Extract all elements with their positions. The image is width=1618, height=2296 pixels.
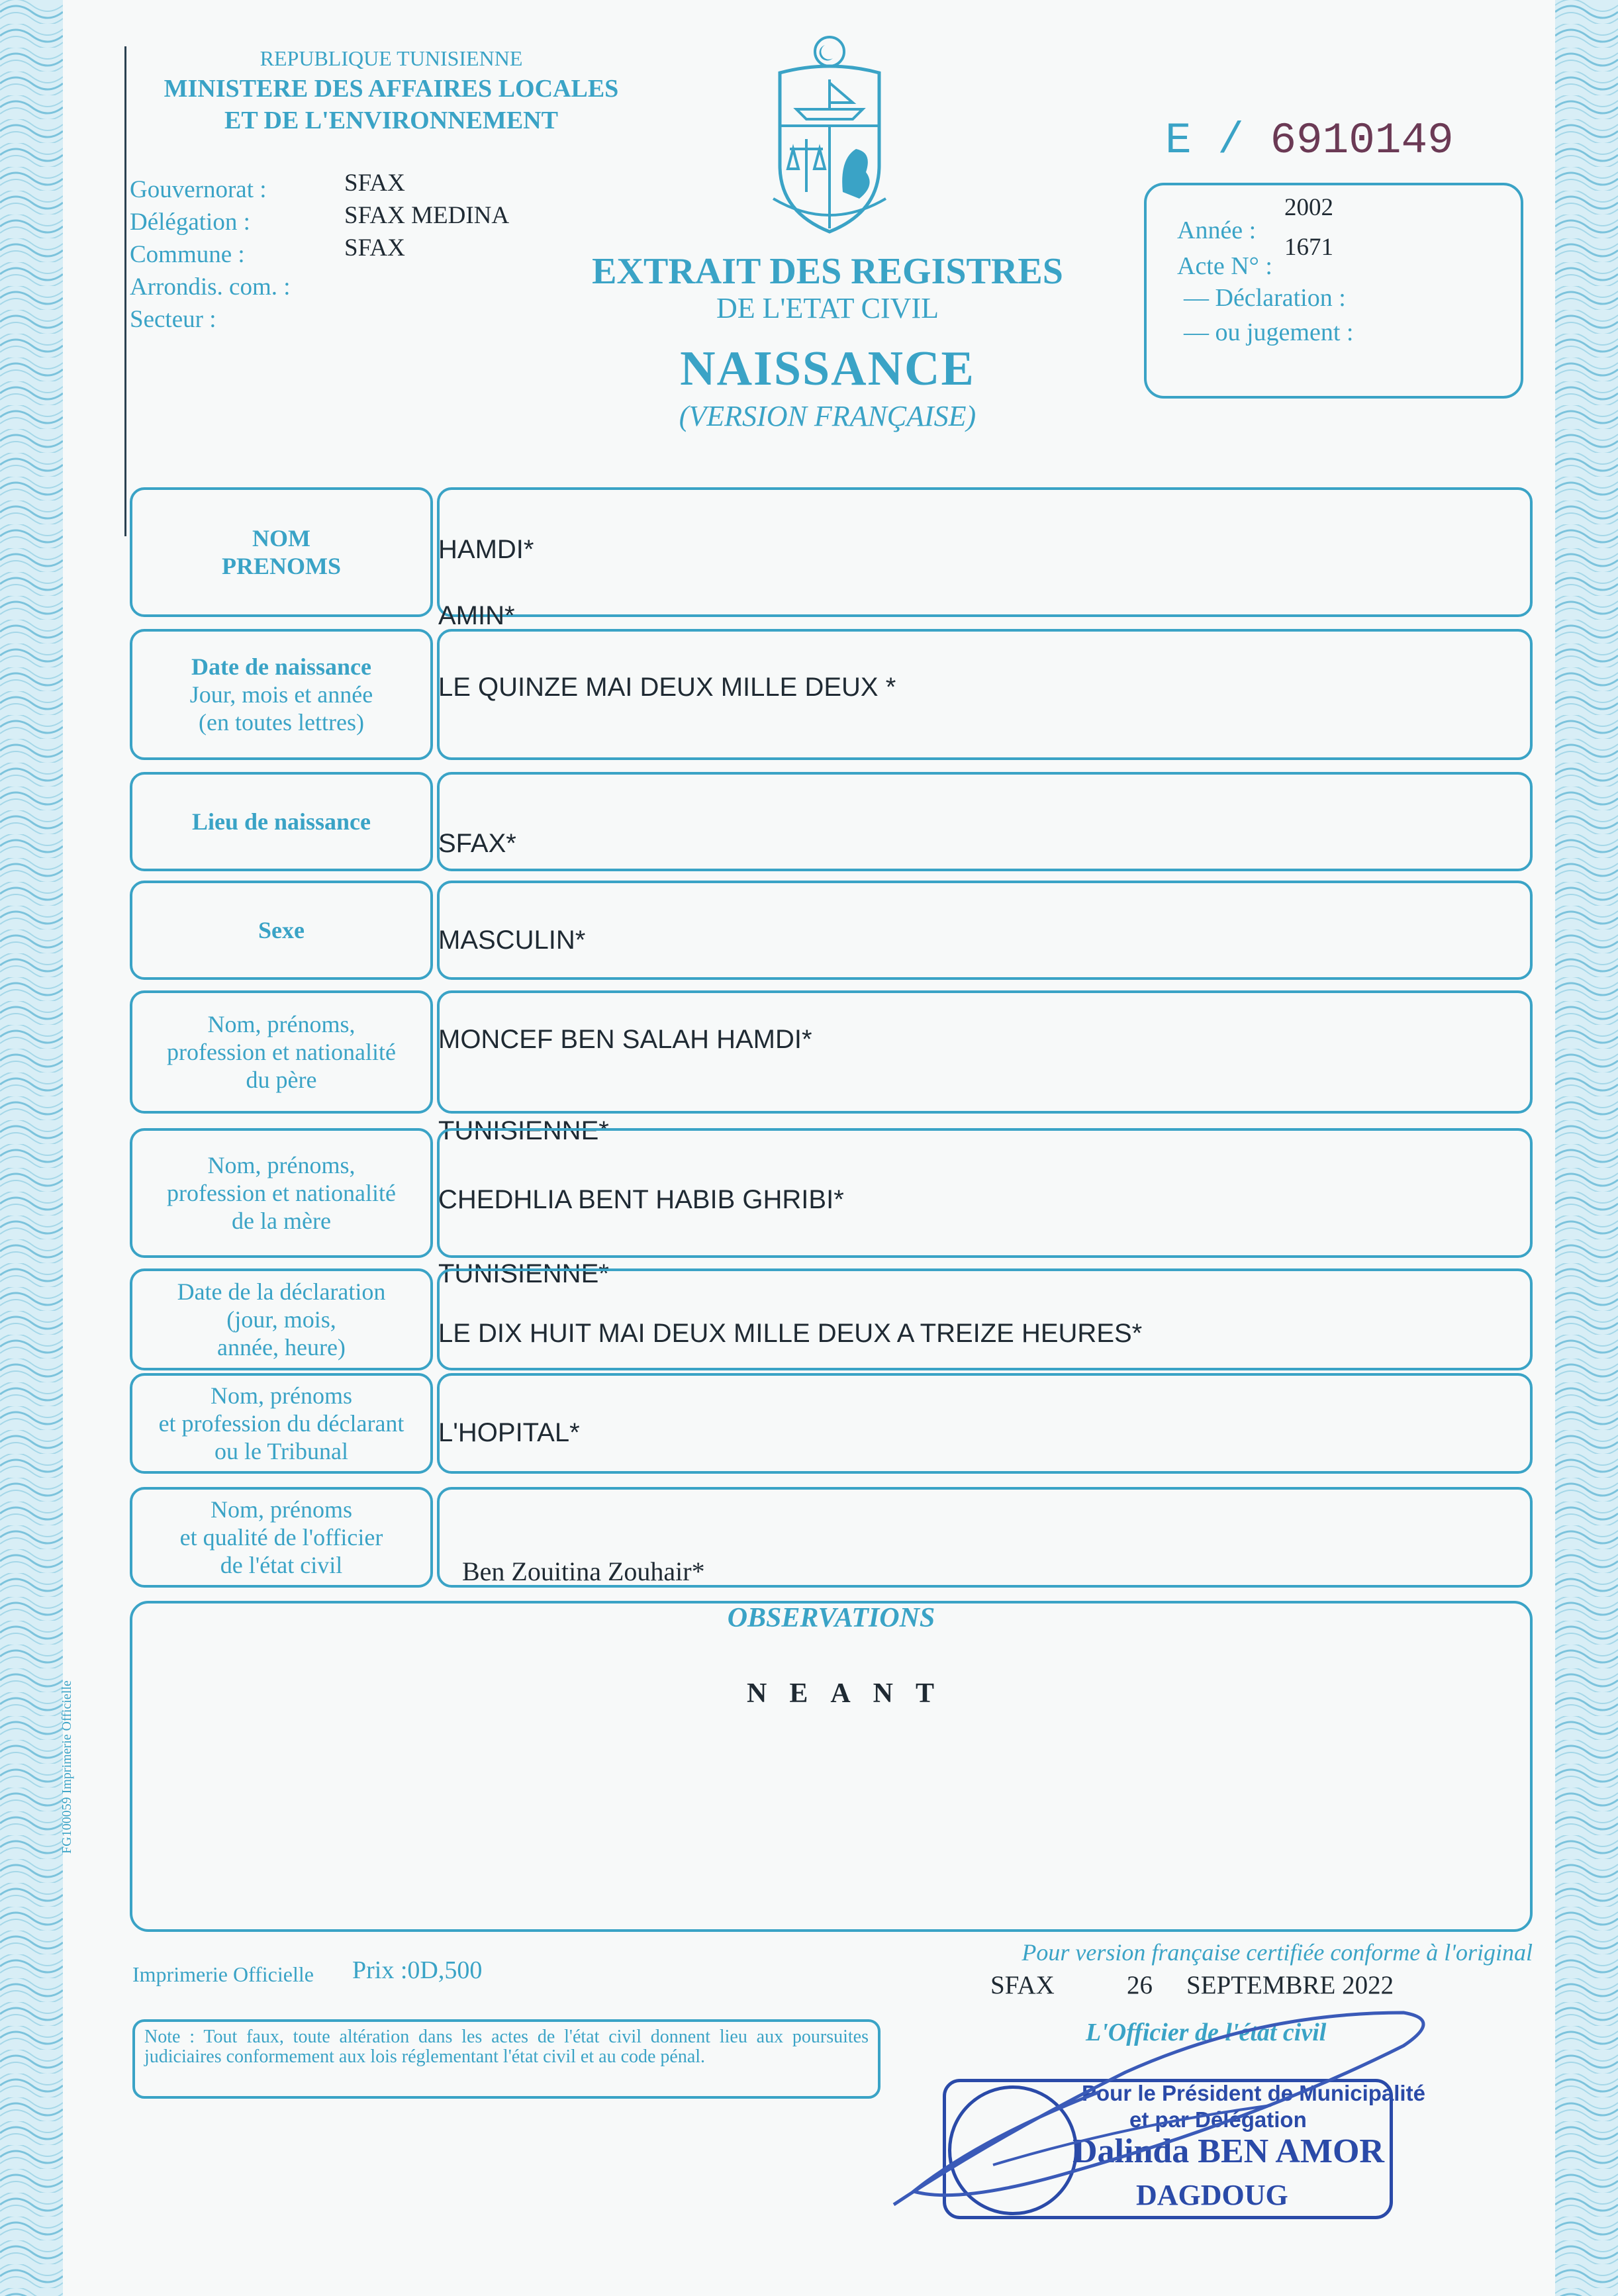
- issue-day: 26: [1127, 1971, 1153, 1999]
- mother-nationality: TUNISIENNE*: [438, 1259, 609, 1288]
- declaration-label: — Déclaration :: [1184, 284, 1346, 312]
- serial-value: 6910149: [1270, 116, 1454, 166]
- declarant-label-3: ou le Tribunal: [214, 1438, 349, 1464]
- birth-place-value-cell: [437, 772, 1533, 871]
- stamp-line-1: Pour le Président de Municipalité: [1082, 2081, 1425, 2105]
- acte-number-value: 1671: [1284, 234, 1333, 261]
- ministry-line-1: MINISTERE DES AFFAIRES LOCALES: [164, 75, 619, 103]
- document-subtitle: DE L'ETAT CIVIL: [716, 292, 939, 324]
- declaration-date-label-cell: [130, 1268, 433, 1370]
- father-nationality: TUNISIENNE*: [438, 1116, 609, 1145]
- certification-text: Pour version française certifiée conforme à l'original: [1022, 1939, 1533, 1966]
- nom-prenoms-label-cell: [130, 487, 433, 617]
- commune-value: SFAX: [344, 234, 405, 262]
- admin-values: [344, 167, 509, 264]
- declarant-label-cell: [130, 1373, 433, 1474]
- serial-prefix: E /: [1165, 116, 1244, 166]
- issue-month-year: SEPTEMBRE 2022: [1186, 1971, 1394, 1999]
- birth-date-sublabel-1: Jour, mois et année: [189, 681, 373, 708]
- mother-label-2: profession et nationalité: [167, 1180, 396, 1206]
- version-label: (VERSION FRANÇAISE): [679, 400, 976, 432]
- officer-label-cell: [130, 1487, 433, 1588]
- arrondissement-label: Arrondis. com. :: [130, 273, 291, 301]
- prenoms-label: PRENOMS: [222, 553, 341, 579]
- acte-number-label: Acte N° :: [1177, 252, 1272, 280]
- officer-label-1: Nom, prénoms: [211, 1496, 352, 1523]
- declarant-value: L'HOPITAL*: [438, 1418, 580, 1447]
- observations-box: [130, 1601, 1533, 1932]
- declaration-date-value: LE DIX HUIT MAI DEUX MILLE DEUX A TREIZE HEURES*: [438, 1319, 1143, 1348]
- gouvernorat-label: Gouvernorat :: [130, 176, 267, 203]
- admin-labels: [130, 173, 291, 336]
- father-label-cell: [130, 990, 433, 1114]
- republic-heading: REPUBLIQUE TUNISIENNE: [260, 46, 523, 70]
- printer-label: Imprimerie Officielle: [132, 1962, 314, 1986]
- nom-value: HAMDI*: [438, 535, 534, 564]
- birth-date-sublabel-2: (en toutes lettres): [199, 709, 364, 736]
- left-guilloche-border: [0, 0, 63, 2296]
- sex-value: MASCULIN*: [438, 926, 586, 955]
- stamp-line-2: et par Délégation: [1129, 2107, 1307, 2132]
- birth-place-value: SFAX*: [438, 829, 516, 858]
- annee-label: Année :: [1177, 216, 1257, 244]
- birth-place-label: Lieu de naissance: [191, 808, 371, 835]
- declarant-label-1: Nom, prénoms: [211, 1382, 352, 1409]
- father-label-2: profession et nationalité: [167, 1039, 396, 1065]
- jugement-label: — ou jugement :: [1184, 318, 1354, 346]
- mother-label-cell: [130, 1128, 433, 1258]
- legal-note: Note : Tout faux, toute altération dans les actes de l'état civil donnent lieu aux poursuites judiciaires conformement aux lois réglementant l'état civil et au code pénal.: [132, 2019, 880, 2099]
- officer-title: L'Officier de l'état civil: [1086, 2019, 1327, 2046]
- sex-label: Sexe: [258, 917, 305, 943]
- right-guilloche-border: [1555, 0, 1618, 2296]
- declarant-label-2: et profession du déclarant: [158, 1410, 404, 1437]
- declaration-date-label-3: année, heure): [217, 1334, 346, 1361]
- delegation-value: SFAX MEDINA: [344, 202, 510, 229]
- father-label-1: Nom, prénoms,: [207, 1011, 356, 1037]
- price-label: Prix :0D,500: [352, 1956, 483, 1984]
- annee-value: 2002: [1284, 194, 1333, 221]
- prenoms-value: AMIN*: [438, 601, 515, 630]
- stamp-line-4: DAGDOUG: [1136, 2179, 1288, 2211]
- act-type-heading: NAISSANCE: [680, 342, 975, 396]
- side-print-code: FG100059 Imprimerie Officielle: [60, 1680, 74, 1854]
- officer-value: Ben Zouitina Zouhair*: [462, 1556, 705, 1586]
- nom-label: NOM: [252, 525, 310, 551]
- officer-label-3: de l'état civil: [220, 1552, 343, 1578]
- header-left-rule: [124, 46, 126, 536]
- officer-label-2: et qualité de l'officier: [179, 1524, 383, 1551]
- birth-date-label-cell: [130, 629, 433, 760]
- nom-prenoms-value-cell: [437, 487, 1533, 617]
- father-label-3: du père: [246, 1067, 317, 1093]
- declaration-date-label-1: Date de la déclaration: [177, 1278, 386, 1305]
- stamp-line-3: Dalinda BEN AMOR: [1072, 2132, 1384, 2170]
- observations-value: NEANT: [747, 1678, 957, 1709]
- observations-title: OBSERVATIONS: [727, 1603, 935, 1633]
- sex-label-cell: [130, 881, 433, 980]
- declaration-date-label-2: (jour, mois,: [226, 1306, 336, 1333]
- declarant-value-cell: [437, 1373, 1533, 1474]
- father-value: MONCEF BEN SALAH HAMDI*: [438, 1025, 812, 1054]
- mother-value: CHEDHLIA BENT HABIB GHRIBI*: [438, 1185, 844, 1214]
- sex-value-cell: [437, 881, 1533, 980]
- secteur-label: Secteur :: [130, 306, 216, 333]
- gouvernorat-value: SFAX: [344, 169, 405, 197]
- tunisia-coat-of-arms-icon: [767, 33, 892, 235]
- document-title: EXTRAIT DES REGISTRES: [592, 251, 1063, 292]
- mother-label-1: Nom, prénoms,: [207, 1152, 356, 1178]
- birth-date-label: Date de naissance: [191, 653, 371, 680]
- birth-date-value: LE QUINZE MAI DEUX MILLE DEUX *: [438, 673, 896, 702]
- municipal-seal-icon: [948, 2085, 1078, 2215]
- ministry-line-2: ET DE L'ENVIRONNEMENT: [224, 107, 558, 134]
- mother-label-3: de la mère: [232, 1208, 331, 1234]
- issue-place: SFAX: [990, 1971, 1055, 1999]
- birth-place-label-cell: [130, 772, 433, 871]
- delegation-label: Délégation :: [130, 209, 250, 236]
- serial-number: [1165, 116, 1454, 166]
- commune-label: Commune :: [130, 241, 245, 268]
